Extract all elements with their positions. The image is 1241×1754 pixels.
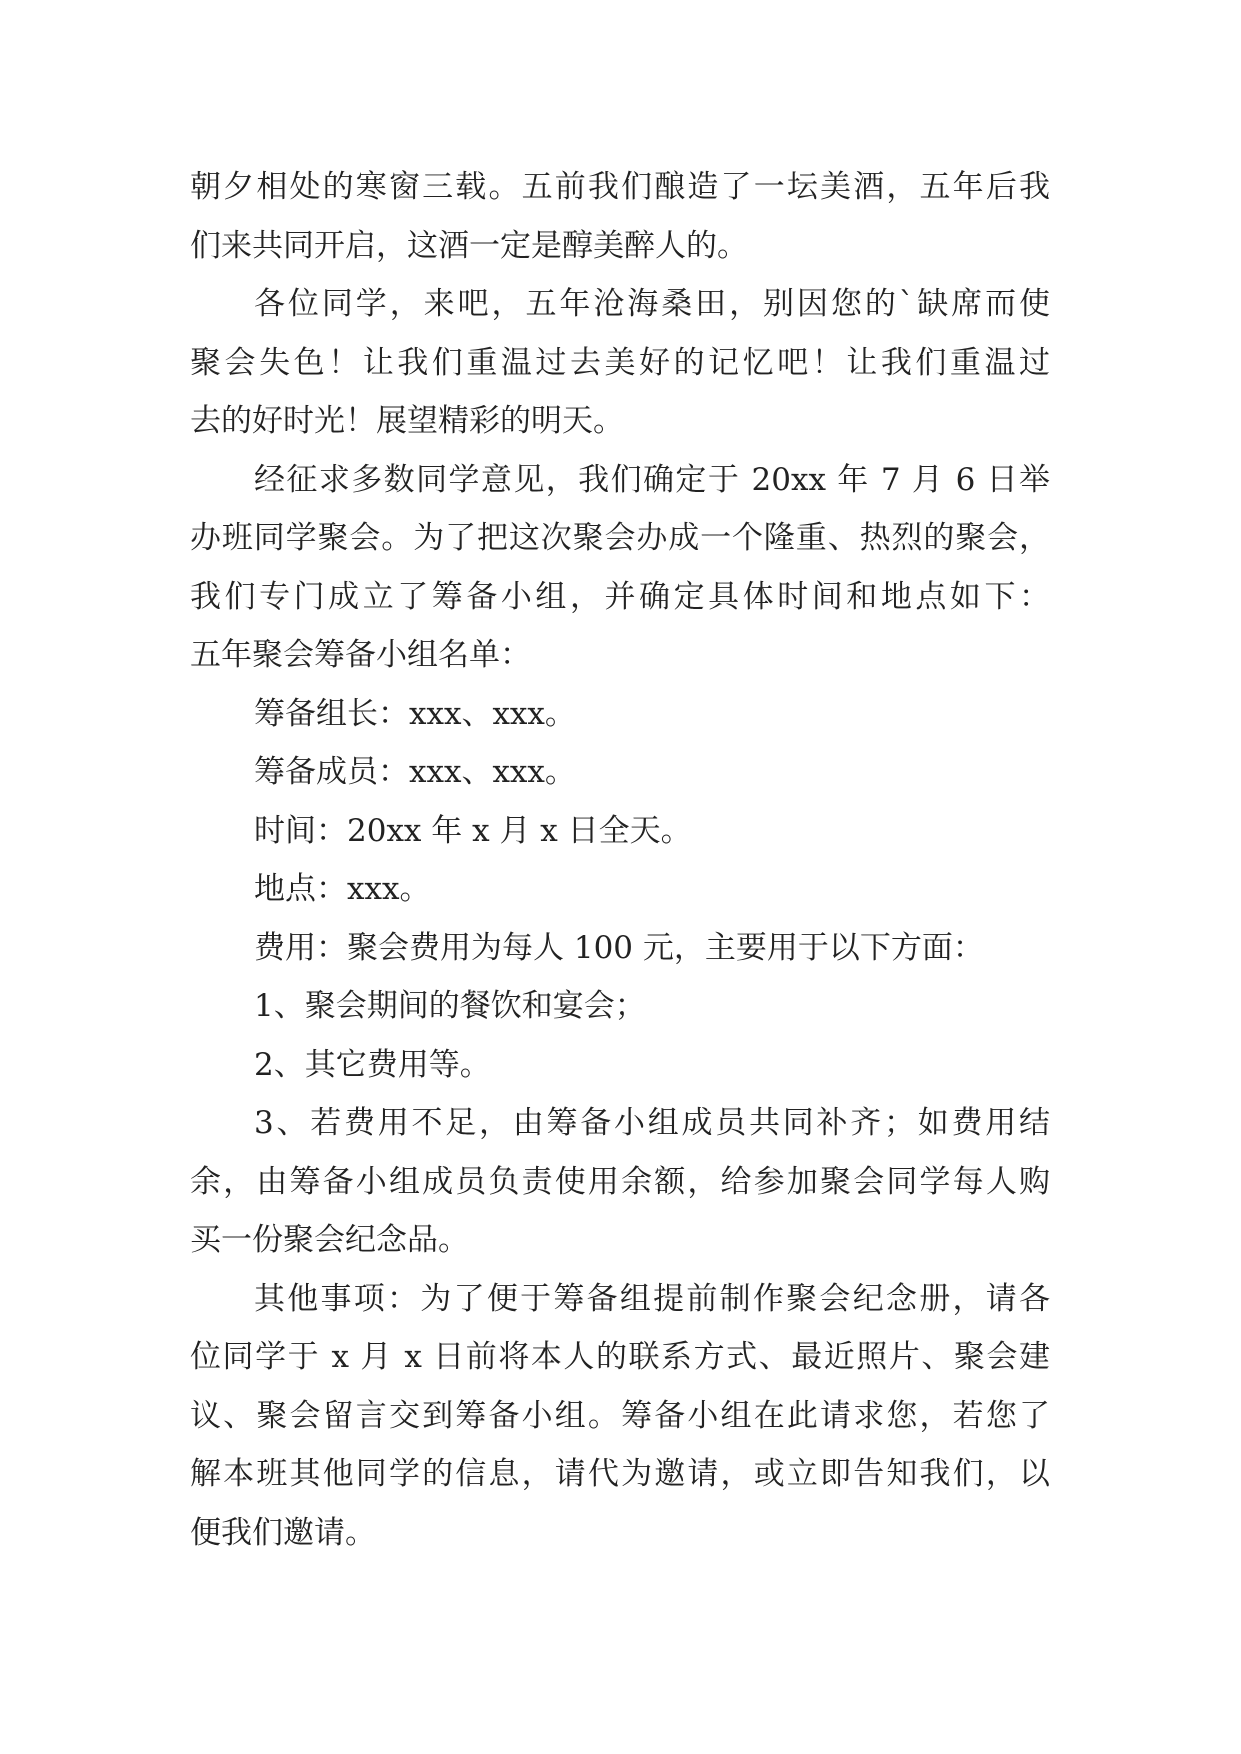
text-line: 经征求多数同学意见，我们确定于 20xx 年 7 月 6 日举 [254, 461, 1050, 498]
text-line: 朝夕相处的寒窗三载。五前我们酿造了一坛美酒，五年后我 [190, 169, 1050, 205]
paragraph-intro-continued [190, 158, 1050, 275]
text-line: 解本班其他同学的信息，请代为邀请，或立即告知我们，以 [190, 1456, 1050, 1492]
text-line: 们来共同开启，这酒一定是醇美醉人的。 [190, 227, 748, 264]
detail-leader: 筹备组长：xxx、xxx。 [254, 695, 576, 732]
text-line: 3、若费用不足，由筹备小组成员共同补齐；如费用结 [254, 1105, 1050, 1141]
detail-members: 筹备成员：xxx、xxx。 [254, 754, 576, 790]
section-heading: 五年聚会筹备小组名单： [190, 637, 531, 673]
text-line: 各位同学，来吧，五年沧海桑田，别因您的`缺席而使 [254, 286, 1050, 322]
paragraph-arrangement [190, 451, 1050, 685]
detail-time: 时间：20xx 年 x 月 x 日全天。 [254, 812, 692, 849]
document-body [190, 158, 1050, 1562]
text-line: 办班同学聚会。为了把这次聚会办成一个隆重、热烈的聚会， [190, 520, 1050, 556]
cost-item: 2、其它费用等。 [254, 1046, 491, 1083]
detail-location: 地点：xxx。 [254, 871, 431, 907]
details-list [190, 685, 1050, 1095]
paragraph-other-matters [190, 1270, 1050, 1563]
text-line: 便我们邀请。 [190, 1514, 376, 1551]
text-line: 聚会失色！让我们重温过去美好的记忆吧！让我们重温过 [190, 344, 1050, 381]
text-line: 我们专门成立了筹备小组，并确定具体时间和地点如下： [190, 578, 1050, 615]
text-line: 去的好时光！展望精彩的明天。 [190, 403, 624, 439]
paragraph-cost-note [190, 1094, 1050, 1270]
text-line: 议、聚会留言交到筹备小组。筹备小组在此请求您，若您了 [190, 1397, 1050, 1434]
text-line: 买一份聚会纪念品。 [190, 1222, 469, 1258]
paragraph-invitation [190, 275, 1050, 451]
text-line: 位同学于 x 月 x 日前将本人的联系方式、最近照片、聚会建 [190, 1339, 1050, 1375]
text-line: 余，由筹备小组成员负责使用余额，给参加聚会同学每人购 [190, 1163, 1050, 1200]
text-line: 其他事项：为了便于筹备组提前制作聚会纪念册，请各 [254, 1280, 1050, 1317]
detail-cost: 费用：聚会费用为每人 100 元，主要用于以下方面： [254, 929, 984, 966]
cost-item: 1、聚会期间的餐饮和宴会； [254, 988, 646, 1024]
